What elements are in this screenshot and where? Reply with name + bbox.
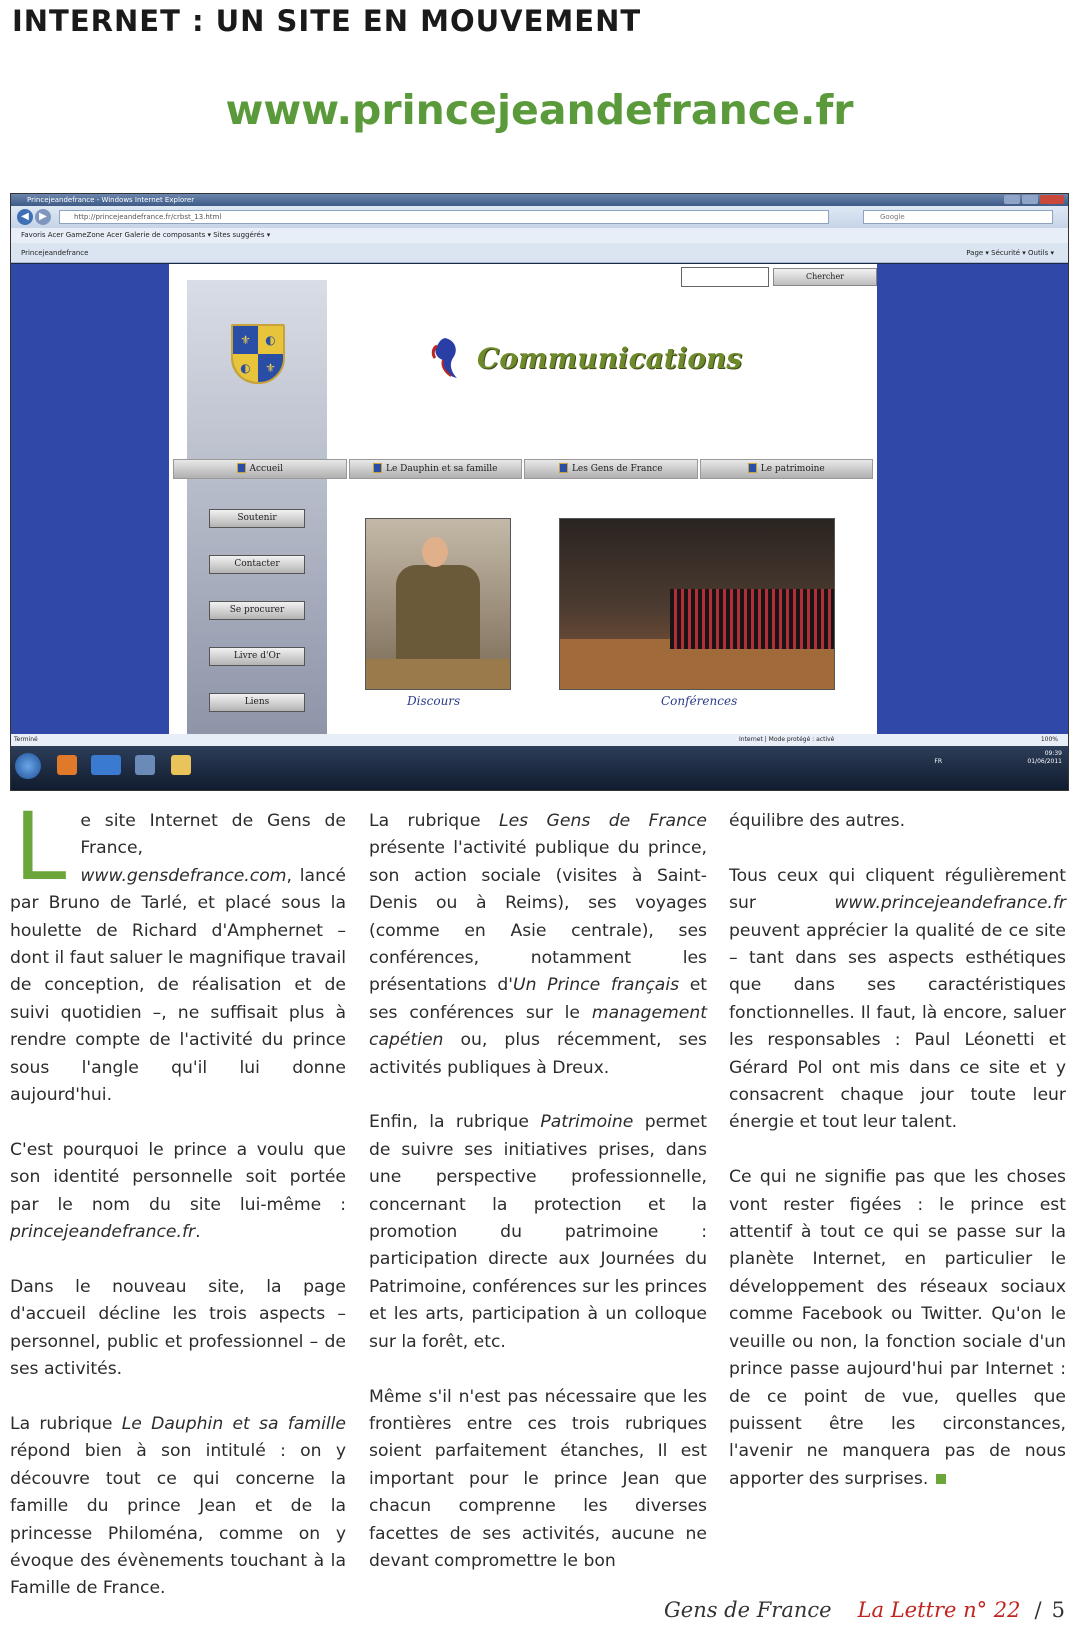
caption-conferences: Conférences [661,694,738,708]
system-tray [934,750,1062,766]
text: répond bien à son intitulé : on y découvre tout ce qui concerne la famille du prince Jean et de la princesse Philoména, comme on y évoque des évènements touchant à la Famille de France. [10,1441,346,1599]
audience [670,589,835,649]
website-page [169,264,877,734]
browser-viewport [11,264,1068,734]
clock-date: 01/06/2011 [1027,758,1062,765]
text: Tous ceux qui cliquent régulièrement sur [729,865,1066,914]
back-icon: ◀ [17,209,33,225]
caption-discours: Discours [407,694,461,708]
window-title: Princejeandefrance - Windows Internet Explorer [27,196,195,204]
site-link-text: www.princejeandefrance.fr [834,893,1066,914]
fleur-de-lis-icon: ⚜ [265,361,276,375]
start-icon [15,753,41,779]
page-number: 5 [1051,1598,1065,1622]
drop-cap: L [14,793,67,902]
publication-name: Gens de France [664,1598,832,1622]
site-search-button: Chercher [773,268,877,286]
site-logo [431,330,743,390]
text: et ses conférences sur le [369,975,708,1023]
security-zone: Internet | Mode protégé : activé [739,736,835,743]
site-side-nav [209,509,305,739]
site-link-text: princejeandefrance.fr [10,1222,196,1243]
book-title: Un Prince français [513,975,680,996]
language-indicator: FR [934,758,942,765]
crest-mini-icon [237,463,246,473]
discours-photo [365,518,511,690]
footer-separator: / [1034,1598,1042,1622]
crest-mini-icon [559,463,568,473]
article-column-3 [729,808,1066,1521]
section-name: Patrimoine [540,1112,634,1133]
speaker-figure [396,565,480,665]
maximize-icon [1022,195,1038,204]
page-title: INTERNET : UN SITE EN MOUVEMENT [12,4,642,38]
minimize-icon [1004,195,1020,204]
zoom-level: 100% [1040,736,1058,743]
topic-name: management capétien [369,1002,707,1051]
nav-item-gens-de-france [524,459,698,479]
tab-label: Princejeandefrance [21,249,89,257]
text: C'est pourquoi le prince a voulu que son identité personnelle soit portée par le nom du site lui-même : [10,1139,346,1215]
dolphin-icon: ◐ [258,326,283,354]
side-nav-contacter: Contacter [209,555,305,574]
conferences-photo [559,518,835,690]
site-logo-text: Communications [477,342,743,375]
paragraph: Même s'il n'est pas nécessaire que les frontières entre ces trois rubriques soient parfaitement étanches, Il est important pour le prince Jean que chacun comprenne les diverses facettes de ses activités, aucune ne devant compromettre le bon [369,1386,707,1571]
browser-search-field: Google [863,210,1053,224]
status-text: Terminé [14,736,38,743]
paragraph [10,793,346,1109]
close-icon [1040,195,1064,204]
clock-time: 09:39 [1044,750,1062,757]
side-nav-soutenir: Soutenir [209,509,305,528]
text: La rubrique [10,1413,113,1434]
article-column-1 [10,793,346,1630]
nav-label: Le Dauphin et sa famille [386,464,498,474]
nav-label: Les Gens de France [571,464,663,474]
text: . [195,1222,201,1243]
side-nav-liens: Liens [209,693,305,712]
status-bar [11,734,1068,746]
paragraph [10,1411,346,1603]
nav-label: Le patrimoine [760,464,825,474]
paragraph [369,808,707,1082]
article-column-2 [369,808,707,1603]
crest-mini-icon [748,463,757,473]
dolphin-logo-icon [431,336,461,380]
favorites-bar: Favoris Acer GameZone Acer Galerie de composants ▾ Sites suggérés ▾ [11,228,1068,243]
address-bar [11,206,1068,228]
section-name: Le Dauphin et sa famille [121,1413,346,1434]
crest-mini-icon [373,463,382,473]
nav-item-accueil [173,459,347,479]
text: Enfin, la rubrique [369,1112,530,1133]
section-name: Les Gens de France [499,811,707,831]
text: permet de suivre ses initiatives prises, dans une perspective professionnelle, concernant la protection et la promotion du patrimoine : participation directe aux Journées du Patrimoine, conférences sur les princes et les arts, participation à un colloque sur la forêt, etc. [369,1112,707,1352]
podium [366,659,511,690]
window-controls [1004,195,1064,204]
site-top-nav [173,459,873,479]
issue-label: La Lettre n° 22 [857,1598,1021,1622]
network-icon [135,755,155,775]
end-mark-icon [936,1474,946,1484]
text: peuvent apprécier la qualité de ce site – tant dans ses aspects esthétiques que dans ses caractéristiques fonctionnelles. Il faut, là encore, saluer les responsables : Paul Léonetti et Gérard Pol ont mis dans ce site et y consacrent chaque jour toute leur énergie et tout leur talent. [729,920,1066,1133]
toolbar-tools: Page ▾ Sécurité ▾ Outils ▾ [966,249,1054,257]
side-nav-se-procurer: Se procurer [209,601,305,620]
text: , lancé par Bruno de Tarlé, et placé sous la houlette de Richard d'Amphernet – dont il faut saluer le magnifique travail de conception, de réalisation et de suivi quotidien –, ne suffisait plus à rendre compte de l'activité du prince sous l'angle qu'il lui donne aujourd'hui. [10,865,346,1106]
text: ou, plus récemment, ses activités publiques à Dreux. [369,1030,707,1078]
paragraph [369,1109,707,1356]
side-nav-livre-dor: Livre d'Or [209,647,305,666]
speaker-head [422,537,448,567]
paragraph: équilibre des autres. [729,811,906,831]
site-link-text: www.gensdefrance.com [80,865,287,886]
taskbar [11,746,1068,791]
site-search-input [681,267,769,287]
nav-item-dauphin [349,459,523,479]
fleur-de-lis-icon: ⚜ [240,333,251,347]
page-footer [664,1598,1065,1622]
paragraph: Dans le nouveau site, la page d'accueil décline les trois aspects – personnel, public et professionnel – de ses activités. [10,1276,346,1380]
browser-screenshot [10,193,1069,791]
paragraph [729,1164,1066,1493]
dolphin-icon: ◐ [233,354,258,382]
text: La rubrique [369,811,481,831]
paragraph [729,863,1066,1137]
text: présente l'activité publique du prince, son action sociale (visites à Saint-Denis ou à Reims), ses voyages (comme en Asie centrale), ses conférences, notamment les présentations d' [369,838,707,996]
url-field: http://princejeandefrance.fr/crbst_13.html [59,210,829,224]
folder-icon [171,755,191,775]
media-player-icon [57,755,77,775]
window-titlebar [11,194,1068,206]
internet-explorer-icon [91,755,121,775]
forward-icon: ▶ [35,209,51,225]
nav-item-patrimoine [700,459,874,479]
text: e site Internet de Gens de France, [80,811,346,859]
paragraph [10,1137,346,1247]
site-url-headline: www.princejeandefrance.fr [225,86,854,134]
text: Ce qui ne signifie pas que les choses vont rester figées : le prince est attentif à tout ce qui se passe sur la planète Internet, en particulier le développement des réseaux sociaux comme Facebook ou Twitter. Qu'on le veuille ou non, la fonction sociale d'un prince passe aujourd'hui par Internet : de ce point de vue, quelles que puissent être les circonstances, l'avenir ne manquera pas de nous apporter des surprises. [729,1167,1066,1489]
tab-bar [11,243,1068,263]
coat-of-arms-icon [231,324,285,384]
nav-label: Accueil [249,464,283,474]
